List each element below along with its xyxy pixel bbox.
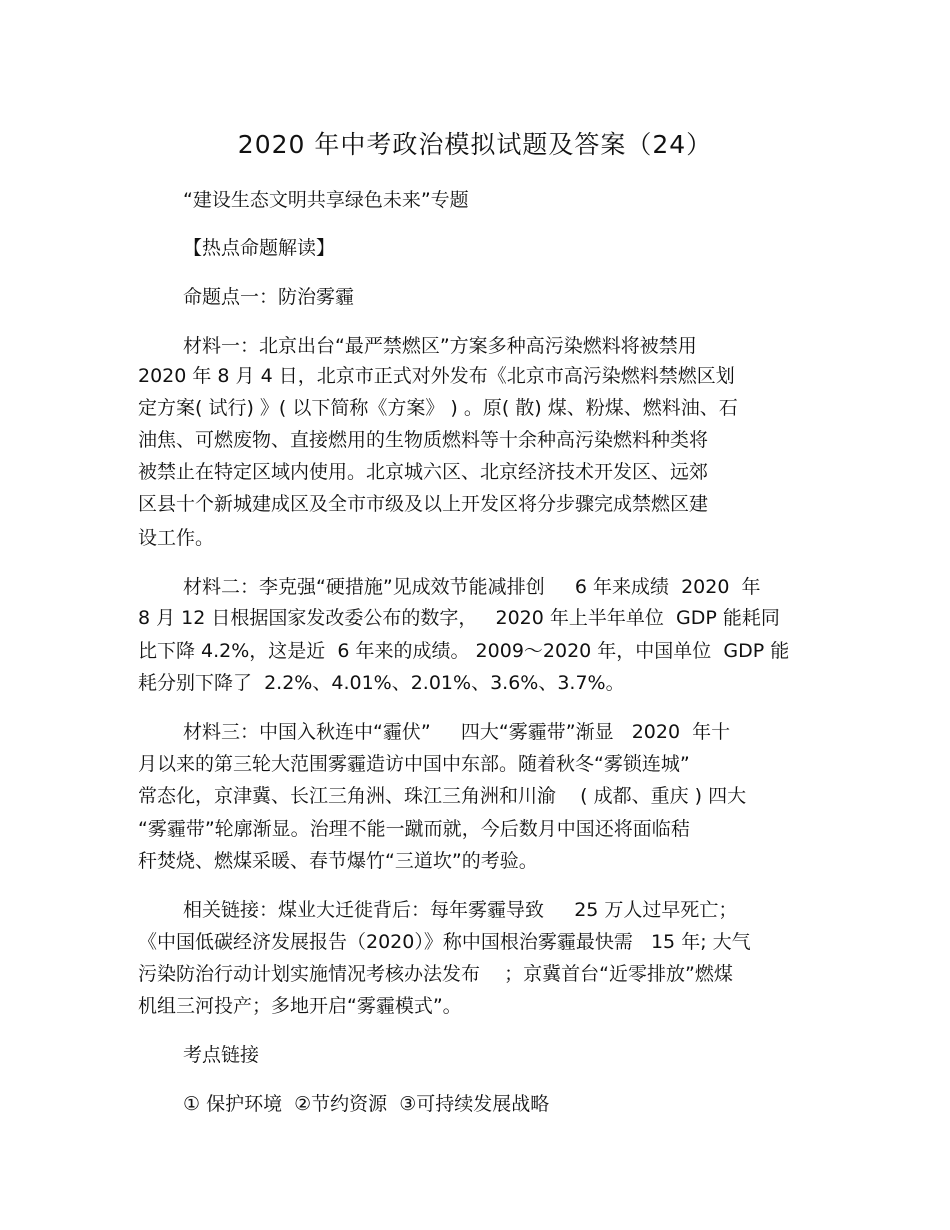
- related-links-line: 《中国低碳经济发展报告（2020）》称中国根治雾霾最快需 15 年; 大气: [138, 931, 751, 953]
- point-one-heading: 命题点一：防治雾霾: [183, 286, 355, 308]
- material-one-line: 设工作。: [138, 527, 215, 549]
- material-two-line: 材料二：李克强“硬措施”见成效节能减排创 6 年来成绩 2020 年: [183, 576, 761, 598]
- material-one-line: 被禁止在特定区域内使用。北京城六区、北京经济技术开发区、远郊: [138, 461, 709, 483]
- material-three-line: 常态化，京津冀、长江三角洲、珠江三角洲和川渝 ( 成都、重庆 ) 四大: [138, 785, 747, 807]
- material-three-line: “雾霾带”轮廓渐显。治理不能一蹴而就，今后数月中国还将面临秸: [138, 818, 690, 840]
- document-title: 2020 年中考政治模拟试题及答案（24）: [237, 130, 713, 159]
- subject-line: “建设生态文明共享绿色未来”专题: [183, 189, 469, 211]
- material-one-line: 区县十个新城建成区及全市市级及以上开发区将分步骤完成禁燃区建: [138, 493, 709, 515]
- section-heading: 【热点命题解读】: [183, 237, 336, 259]
- exam-points-heading: 考点链接: [183, 1044, 260, 1066]
- related-links-line: 机组三河投产；多地开启“雾霾模式”。: [138, 995, 462, 1017]
- material-two-line: 比下降 4.2%，这是近 6 年来的成绩。 2009～2020 年，中国单位 GDP 能: [138, 640, 790, 662]
- related-links-line: 污染防治行动计划实施情况考核办法发布 ；京冀首台“近零排放”燃煤: [138, 963, 733, 985]
- related-links-line: 相关链接：煤业大迁徙背后：每年雾霾导致 25 万人过早死亡；: [183, 899, 738, 921]
- material-three-line: 月以来的第三轮大范围雾霾造访中国中东部。随着秋冬“雾锁连城”: [138, 753, 690, 775]
- material-one-line: 2020 年 8 月 4 日，北京市正式对外发布《北京市高污染燃料禁燃区划: [138, 365, 735, 387]
- material-two-line: 8 月 12 日根据国家发改委公布的数字， 2020 年上半年单位 GDP 能耗同: [138, 607, 780, 629]
- material-one-line: 材料一：北京出台“最严禁燃区”方案多种高污染燃料将被禁用: [183, 335, 697, 357]
- material-three-line: 秆焚烧、燃煤采暖、春节爆竹“三道坎”的考验。: [138, 850, 538, 872]
- material-two-line: 耗分别下降了 2.2%、4.01%、2.01%、3.6%、3.7%。: [138, 672, 625, 694]
- material-one-line: 定方案( 试行) 》( 以下简称《方案》 ) 。原( 散) 煤、粉煤、燃料油、石: [138, 397, 738, 419]
- material-three-line: 材料三：中国入秋连中“霾伏” 四大“雾霾带”渐显 2020 年十: [183, 721, 731, 743]
- exam-points-list: ① 保护环境 ②节约资源 ③可持续发展战略: [183, 1093, 550, 1115]
- material-one-line: 油焦、可燃废物、直接燃用的生物质燃料等十余种高污染燃料种类将: [138, 429, 709, 451]
